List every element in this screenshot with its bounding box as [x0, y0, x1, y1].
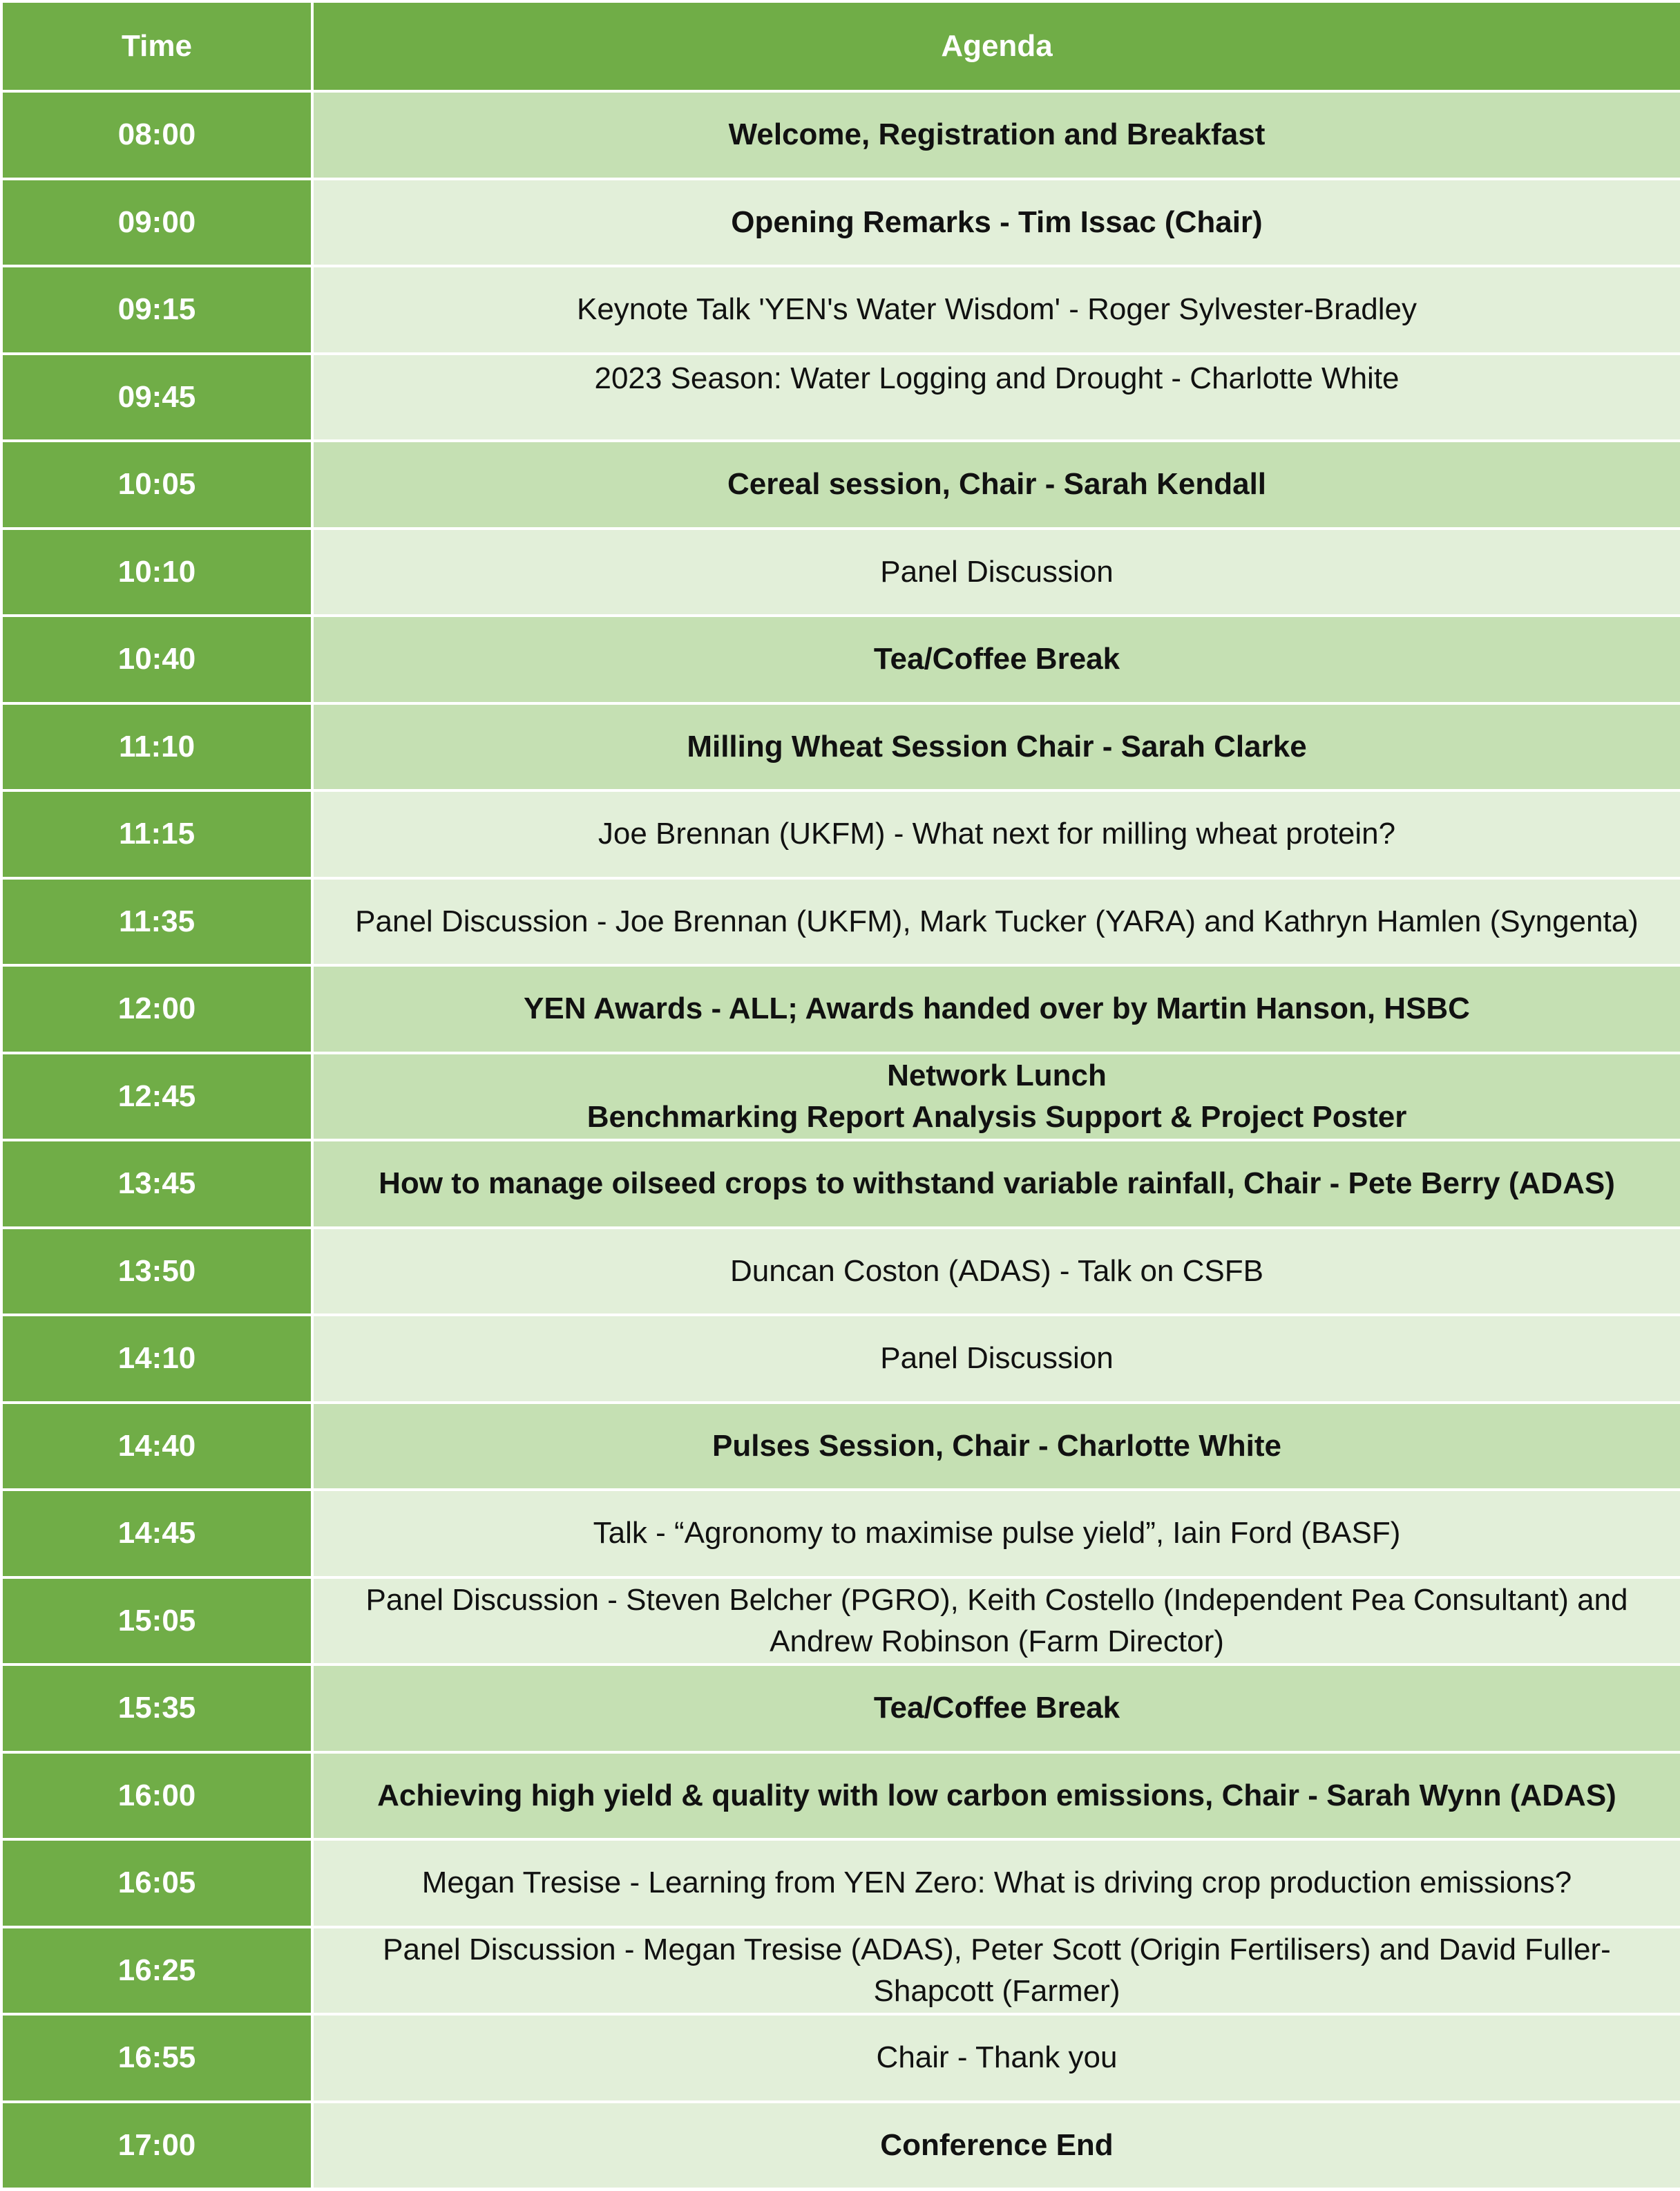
table-row — [1, 616, 1680, 703]
agenda-item-cell — [312, 703, 1680, 791]
agenda-item-cell — [312, 354, 1680, 442]
agenda-item-text: Tea/Coffee Break — [873, 1691, 1120, 1725]
agenda-item-cell — [312, 91, 1680, 179]
time-cell: 10:10 — [1, 529, 312, 616]
time-cell: 10:40 — [1, 616, 312, 703]
time-column-header: Time — [1, 1, 312, 91]
agenda-item-text: Welcome, Registration and Breakfast — [728, 117, 1266, 152]
time-cell: 14:10 — [1, 1315, 312, 1403]
agenda-item-cell — [312, 1839, 1680, 1927]
agenda-item-text: Panel Discussion - Megan Tresise (ADAS), Peter Scott (Origin Fertilisers) and David Fuller- — [383, 1932, 1611, 1966]
agenda-item-cell — [312, 266, 1680, 354]
table-row — [1, 1228, 1680, 1316]
table-row — [1, 179, 1680, 267]
agenda-item-cell — [312, 1228, 1680, 1316]
time-cell: 16:25 — [1, 1927, 312, 2015]
agenda-item-cell — [312, 1664, 1680, 1752]
agenda-item-text: Duncan Coston (ADAS) - Talk on CSFB — [730, 1253, 1263, 1288]
table-row — [1, 91, 1680, 179]
table-row — [1, 1315, 1680, 1403]
table-row — [1, 1490, 1680, 1577]
table-row — [1, 1839, 1680, 1927]
agenda-item-text: Opening Remarks - Tim Issac (Chair) — [731, 205, 1263, 239]
agenda-item-cell — [312, 2102, 1680, 2190]
time-cell: 14:40 — [1, 1403, 312, 1490]
time-cell: 12:00 — [1, 965, 312, 1053]
time-cell: 13:45 — [1, 1140, 312, 1228]
time-cell: 11:10 — [1, 703, 312, 791]
agenda-item-text: Keynote Talk 'YEN's Water Wisdom' - Roger Sylvester-Bradley — [576, 292, 1418, 327]
table-row — [1, 1140, 1680, 1228]
table-row — [1, 703, 1680, 791]
table-row — [1, 1752, 1680, 1840]
time-cell: 17:00 — [1, 2102, 312, 2190]
time-cell: 09:15 — [1, 266, 312, 354]
table-row — [1, 2102, 1680, 2190]
agenda-item-cell — [312, 2014, 1680, 2102]
agenda-item-text: Milling Wheat Session Chair - Sarah Clarke — [687, 729, 1307, 763]
agenda-item-text: Pulses Session, Chair - Charlotte White — [712, 1428, 1281, 1463]
agenda-item-cell — [312, 441, 1680, 529]
time-cell: 15:35 — [1, 1664, 312, 1752]
time-cell: 15:05 — [1, 1577, 312, 1665]
agenda-item-text: Network Lunch — [887, 1058, 1107, 1092]
table-row — [1, 2014, 1680, 2102]
agenda-item-cell — [312, 1490, 1680, 1577]
agenda-item-cell — [312, 1752, 1680, 1840]
agenda-item-cell — [312, 1927, 1680, 2015]
agenda-column-header: Agenda — [312, 1, 1680, 91]
time-cell: 13:50 — [1, 1228, 312, 1316]
table-row — [1, 354, 1680, 442]
table-row — [1, 790, 1680, 878]
agenda-item-cell — [312, 1315, 1680, 1403]
agenda-item-cell — [312, 878, 1680, 966]
time-cell: 08:00 — [1, 91, 312, 179]
agenda-item-text: Conference End — [880, 2127, 1114, 2162]
table-body — [1, 91, 1680, 2189]
agenda-item-cell — [312, 1403, 1680, 1490]
time-cell: 10:05 — [1, 441, 312, 529]
agenda-item-text: Talk - “Agronomy to maximise pulse yield”, Iain Ford (BASF) — [593, 1516, 1401, 1550]
time-cell: 09:00 — [1, 179, 312, 267]
agenda-item-cell — [312, 1053, 1680, 1141]
agenda-item-text: How to manage oilseed crops to withstand variable rainfall, Chair - Pete Berry (ADAS) — [379, 1166, 1615, 1201]
agenda-item-text: Megan Tresise - Learning from YEN Zero: What is driving crop production emissions? — [421, 1866, 1572, 1900]
agenda-item-text: Chair - Thank you — [876, 2040, 1118, 2075]
time-cell: 16:00 — [1, 1752, 312, 1840]
agenda-item-cell — [312, 965, 1680, 1053]
time-cell: 12:45 — [1, 1053, 312, 1141]
agenda-item-text: Achieving high yield & quality with low carbon emissions, Chair - Sarah Wynn (ADAS) — [377, 1778, 1616, 1812]
agenda-item-text: Shapcott (Farmer) — [873, 1973, 1120, 2008]
table-row — [1, 965, 1680, 1053]
agenda-item-text: 2023 Season: Water Logging and Drought - Charlotte White — [594, 361, 1400, 395]
agenda-item-text: Tea/Coffee Break — [873, 642, 1120, 676]
agenda-item-cell — [312, 179, 1680, 267]
table-row — [1, 1577, 1680, 1665]
agenda-item-text: Panel Discussion — [880, 1341, 1114, 1376]
agenda-item-cell — [312, 1140, 1680, 1228]
agenda-item-text: Andrew Robinson (Farm Director) — [770, 1624, 1224, 1658]
agenda-item-text: Panel Discussion - Joe Brennan (UKFM), Mark Tucker (YARA) and Kathryn Hamlen (Syngenta) — [355, 904, 1639, 938]
agenda-item-cell — [312, 616, 1680, 703]
time-cell: 16:05 — [1, 1839, 312, 1927]
table-row — [1, 266, 1680, 354]
table-row — [1, 878, 1680, 966]
agenda-item-text: Panel Discussion — [880, 554, 1114, 589]
time-cell: 09:45 — [1, 354, 312, 442]
table-row — [1, 1927, 1680, 2015]
table-row — [1, 1403, 1680, 1490]
time-cell: 16:55 — [1, 2014, 312, 2102]
time-cell: 11:35 — [1, 878, 312, 966]
agenda-item-text: Panel Discussion - Steven Belcher (PGRO), Keith Costello (Independent Pea Consultant) and — [365, 1582, 1628, 1617]
agenda-item-text: Joe Brennan (UKFM) - What next for milling wheat protein? — [598, 817, 1396, 851]
agenda-item-cell — [312, 1577, 1680, 1665]
agenda-item-text: Benchmarking Report Analysis Support & Project Poster — [586, 1099, 1407, 1134]
table-row — [1, 529, 1680, 616]
table-row — [1, 1053, 1680, 1141]
table-row — [1, 1664, 1680, 1752]
time-cell: 14:45 — [1, 1490, 312, 1577]
header-row — [1, 1, 1680, 91]
agenda-item-cell — [312, 529, 1680, 616]
table-header — [1, 1, 1680, 91]
agenda-item-text: YEN Awards - ALL; Awards handed over by Martin Hanson, HSBC — [524, 992, 1470, 1026]
agenda-item-cell — [312, 790, 1680, 878]
agenda-item-text: Cereal session, Chair - Sarah Kendall — [727, 467, 1267, 502]
table-row — [1, 441, 1680, 529]
time-cell: 11:15 — [1, 790, 312, 878]
